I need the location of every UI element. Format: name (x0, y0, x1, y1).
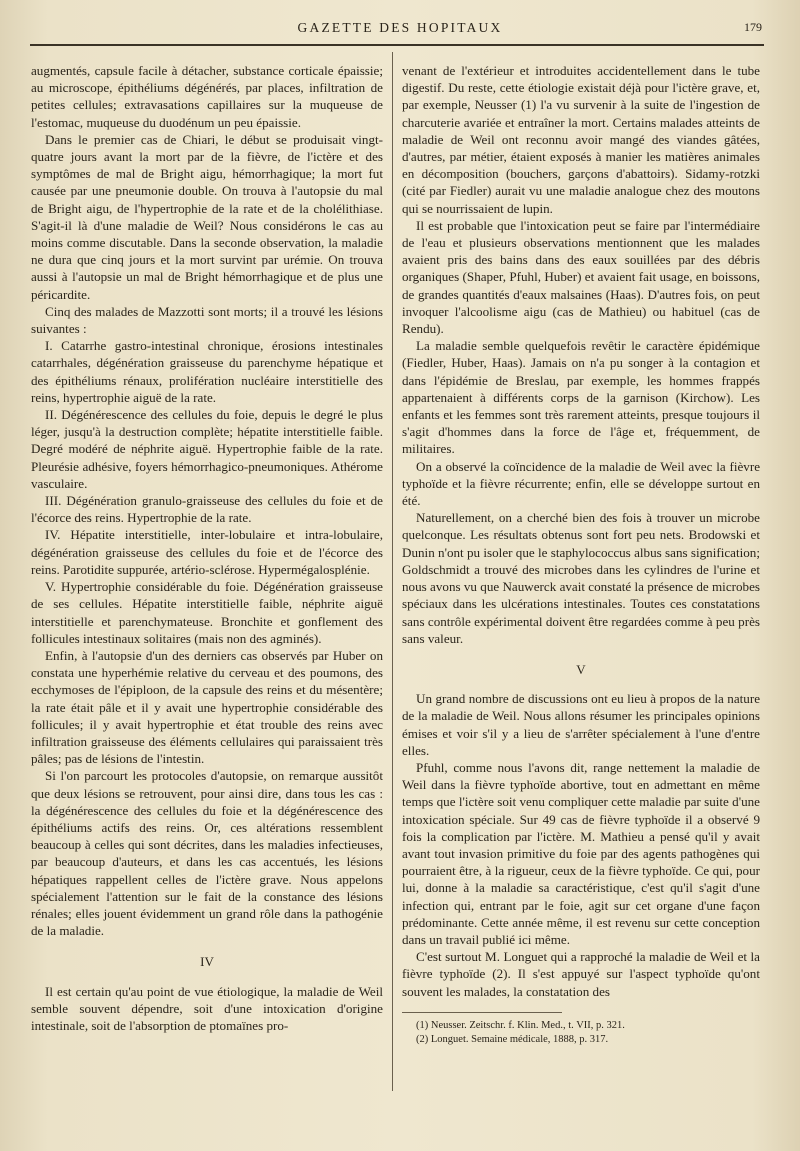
journal-title: GAZETTE DES HOPITAUX (297, 20, 503, 35)
paragraph: Cinq des malades de Mazzotti sont morts; il a trouvé les lésions suivantes : (31, 303, 383, 337)
paragraph: C'est surtout M. Longuet qui a rapproché la maladie de Weil et la fièvre typhoïde (2). Il s'est appuyé sur l'aspect typhoïde qu'ont souvent les malades, la constatation des (402, 949, 760, 999)
paragraph: Si l'on parcourt les protocoles d'autopsie, on remarque aussitôt que deux lésions se retrouvent, pour ainsi dire, dans tous les cas : la dégénérescence des cellules du foie et la dégénérescence des épithéliums actifs des reins. Or, ces altérations ressemblent beaucoup à celles qui sont décrites, dans les maladies infectieuses, par beaucoup d'auteurs, et dans les cas accentués, les lésions hépatiques rappellent celles de l'ictère grave. Nous appelons spécialement l'attention sur le fait de la constance des lésions rénales; elles jouent évidemment un grand rôle dans la pathogénie de la maladie. (31, 768, 383, 939)
page-number: 179 (744, 20, 762, 34)
paragraph: La maladie semble quelquefois revêtir le caractère épidémique (Fiedler, Huber, Haas). Jamais on n'a pu songer à la contagion et dans l'épidémie de Breslau, par exemple, les hommes frappés appartenaient à différents corps de la garnison (Kirchow). Les enfants et les femmes sont très rarement atteints, presque toujours il s'agit d'hommes dans la force de l'âge et, fréquemment, de militaires. (402, 338, 760, 457)
paragraph: IV. Hépatite interstitielle, inter-lobulaire et intra-lobulaire, dégénération graisseuse des cellules du foie et de l'écorce des reins. Parotidite suppurée, artério-sclérose. Hypermégalosplénie. (31, 527, 383, 577)
paragraph: I. Catarrhe gastro-intestinal chronique, érosions intestinales catarrhales, dégénération graisseuse du parenchyme hépatique et des épithéliums rénaux, prolifération nucléaire interstitielle des reins, hypertrophie aiguë de la rate. (31, 338, 383, 405)
paragraph: augmentés, capsule facile à détacher, substance corticale épaissie; au microscope, épithéliums dégénérés, par places, infiltration de petites cellules; extravasations capillaires sur la muqueuse de l'estomac, muqueuse du duodénum un peu épaissie. (31, 63, 383, 130)
column-divider (392, 52, 393, 1091)
paragraph: On a observé la coïncidence de la maladie de Weil avec la fièvre typhoïde et la fièvre récurrente; enfin, elle se développe surtout en été. (402, 458, 760, 509)
paragraph: II. Dégénérescence des cellules du foie, depuis le degré le plus léger, jusqu'à la destruction complète; hépatite interstitielle faible. Degré modéré de néphrite aiguë. Hypertrophie faible de la rate. Pleurésie adhésive, foyers hémorrhagico-pneumoniques. Athérome vasculaire. (31, 407, 383, 491)
header-rule (30, 44, 764, 46)
paragraph: venant de l'extérieur et introduites accidentellement dans le tube digestif. Du reste, cette étiologie existait déjà pour l'ictère grave, et, par exemple, Neusser (1) l'a vu survenir à la suite de l'ingestion de charcuterie avariée et entraîner la mort. Certains malades atteints de maladie de Weil ont reconnu avoir mangé des viandes gâtées, d'autres, par métier, étaient exposés à manier les matières animales en décomposition (bouchers, garçons d'abattoirs). Sidamy-rotzki (cité par Fiedler) aurait vu une maladie analogue chez des moutons qui se nourrissaient de lupin. (402, 63, 760, 216)
paragraph: III. Dégénération granulo-graisseuse des cellules du foie et de l'écorce des reins. Hypertrophie de la rate. (31, 493, 383, 526)
paragraph: Un grand nombre de discussions ont eu lieu à propos de la nature de la maladie de Weil. Nous allons résumer les principales opinions émises et voir s'il y a lieu de s'arrêter spécialement à l'une d'entre elles. (402, 691, 760, 758)
paragraph: Il est certain qu'au point de vue étiologique, la maladie de Weil semble souvent dépendre, soit d'une intoxication d'origine intestinale, soit de l'absorption de ptomaïnes pro- (31, 983, 383, 1033)
left-column (31, 62, 383, 1034)
section-heading-v: V (576, 661, 586, 677)
paragraph: Naturellement, on a cherché bien des fois à trouver un microbe quelconque. Les résultats obtenus sont fort peu nets. Brodowski et Dunin n'ont pu isoler que le staphylococcus albus sans signification; Goldschmidt a trouvé des microbes dans les cylindres de l'urine et nous avons vu que Nauwerck avait constaté la présence de microbes spéciaux dans les ulcérations intestinales. Toutes ces constatations sans contrôle expérimental doivent être regardées comme à peu près sans valeur. (402, 510, 760, 646)
footnote: (1) Neusser. Zeitschr. f. Klin. Med., t. VII, p. 321. (416, 1019, 625, 1031)
section-heading-iv: IV (200, 954, 214, 970)
paragraph: Il est probable que l'intoxication peut se faire par l'intermédiaire de l'eau et plusieurs observations mentionnent que les malades avaient pris des bains dans des eaux souillées par des débris organiques (Shaper, Pfuhl, Huber) et avaient fait usage, en boissons, de grandes quantités d'eaux malsaines (Haas). D'autres fois, on peut invoquer l'alcoolisme aigu (cas de Mathieu) ou habituel (cas de Rendu). (402, 217, 760, 337)
paragraph: Pfuhl, comme nous l'avons dit, range nettement la maladie de Weil dans la fièvre typhoïde abortive, tout en admettant en même temps que l'ictère soit venu compliquer cette maladie par suite d'une intoxication spéciale. Sur 49 cas de fièvre typhoïde il a observé 9 fois la complication par l'ictère. M. Mathieu a pensé qu'il y avait avant tout invasion primitive du foie par des agents pathogènes qui pourraient être, à la rigueur, ceux de la fièvre typhoïde. Ce qui, pour lui, donne à la maladie sa caractéristique, c'est qu'il s'agit d'une infection qui, entrant par le foie, agit sur cet organe d'une façon prédominante. Cette année même, il est revenu sur cette conception dans un travail publié ici même. (402, 759, 760, 947)
footnote-rule (402, 1012, 562, 1013)
paragraph: Enfin, à l'autopsie d'un des derniers cas observés par Huber on constata une hyperhémie relative du cerveau et des poumons, des ecchymoses de l'épiploon, de la capsule des reins et du mésentère; la rate était pâle et il y avait une hypertrophie considérable des follicules; il y avait hypertrophie et état trouble des reins avec infiltration graisseuse des éléments cellulaires qui paraissaient très pâles; pas de lésions de l'intestin. (31, 647, 383, 767)
footnote: (2) Longuet. Semaine médicale, 1888, p. 317. (416, 1033, 609, 1045)
footnotes (402, 1019, 760, 1047)
running-head (0, 18, 800, 40)
paragraph: Dans le premier cas de Chiari, le début se produisait vingt-quatre jours avant la mort par de la fièvre, de l'ictère et des symptômes de mal de Bright aigu, hémorrhagique; la mort fut causée par une pneumonie double. On trouva à l'autopsie du mal de Bright aigu, de l'hypertrophie de la rate et de la cholélithiase. S'agit-il là d'une maladie de Weil? Nous considérons le cas au moins comme discutable. Dans la seconde observation, la maladie ne dura que cinq jours et la mort survint par urémie. On trouva aussi à l'autopsie un mal de Bright hémorrhagique et de plus une péricardite. (31, 131, 383, 302)
right-column (402, 62, 760, 1047)
paragraph: V. Hypertrophie considérable du foie. Dégénération graisseuse de ses cellules. Hépatite interstitielle faible, néphrite aiguë interstitielle et parenchymateuse. Bronchite et gonflement des follicules intestinaux solitaires (mais non des agminés). (31, 579, 383, 646)
